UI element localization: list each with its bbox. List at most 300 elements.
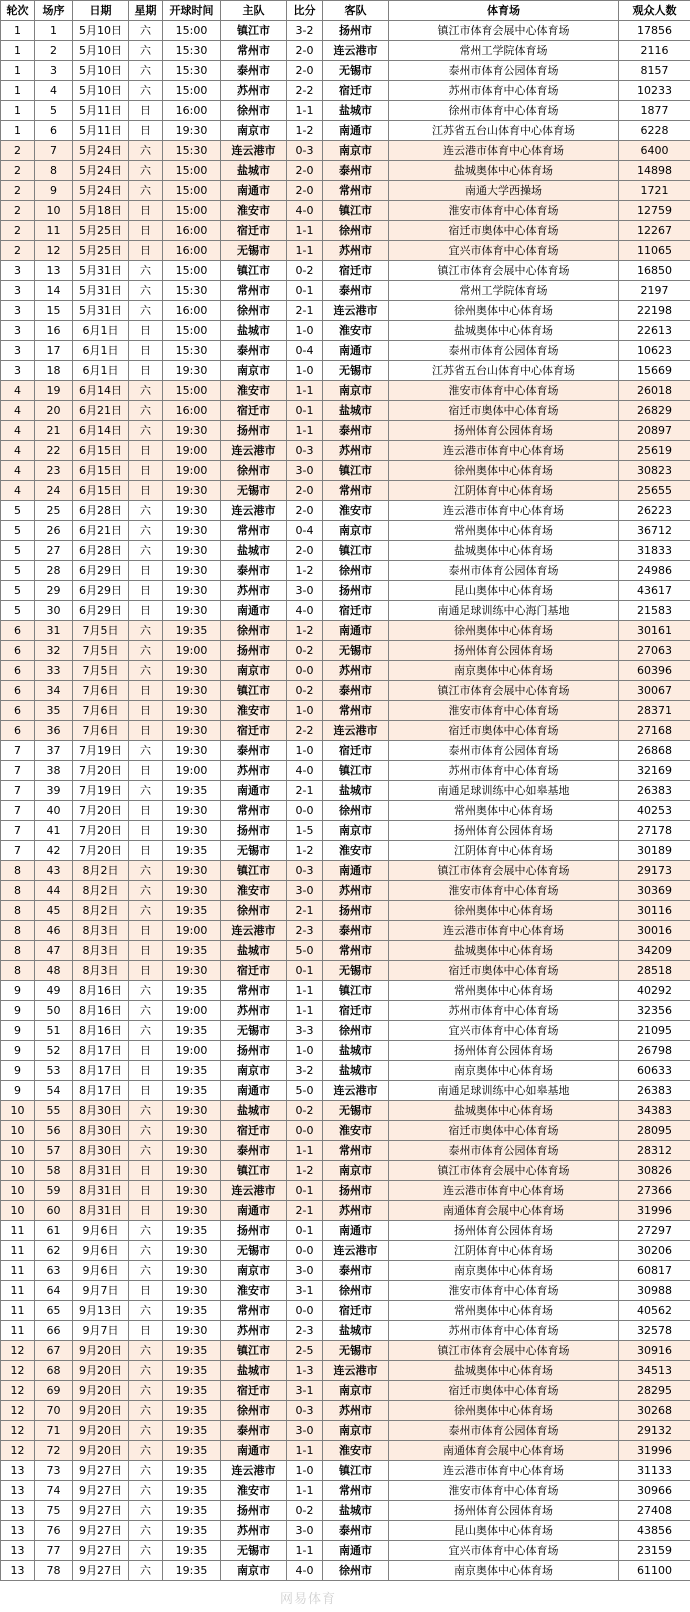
cell-away-team: 南京市	[323, 1161, 389, 1181]
cell-match-no: 74	[35, 1481, 73, 1501]
cell-kickoff-time: 19:30	[163, 741, 221, 761]
cell-weekday: 六	[129, 881, 163, 901]
cell-score: 1-1	[287, 221, 323, 241]
cell-score: 4-0	[287, 201, 323, 221]
cell-away-team: 无锡市	[323, 1101, 389, 1121]
cell-away-team: 苏州市	[323, 661, 389, 681]
cell-weekday: 日	[129, 841, 163, 861]
cell-match-no: 41	[35, 821, 73, 841]
cell-weekday: 六	[129, 1001, 163, 1021]
table-row	[1, 941, 690, 961]
cell-score: 1-2	[287, 561, 323, 581]
cell-date: 8月2日	[73, 861, 129, 881]
cell-round: 3	[1, 361, 35, 381]
cell-round: 3	[1, 281, 35, 301]
cell-round: 10	[1, 1181, 35, 1201]
cell-venue: 连云港市体育中心体育场	[389, 441, 619, 461]
cell-match-no: 61	[35, 1221, 73, 1241]
cell-kickoff-time: 19:30	[163, 1121, 221, 1141]
cell-date: 7月6日	[73, 681, 129, 701]
table-row	[1, 281, 690, 301]
cell-round: 1	[1, 101, 35, 121]
cell-away-team: 徐州市	[323, 561, 389, 581]
cell-kickoff-time: 19:35	[163, 621, 221, 641]
cell-home-team: 南通市	[221, 181, 287, 201]
cell-round: 6	[1, 681, 35, 701]
cell-kickoff-time: 19:35	[163, 1221, 221, 1241]
cell-date: 7月20日	[73, 841, 129, 861]
cell-score: 0-3	[287, 141, 323, 161]
cell-venue: 连云港市体育中心体育场	[389, 501, 619, 521]
cell-venue: 淮安市体育中心体育场	[389, 381, 619, 401]
cell-attendance: 2197	[619, 281, 690, 301]
cell-weekday: 六	[129, 541, 163, 561]
cell-attendance: 61100	[619, 1561, 690, 1581]
table-row	[1, 1301, 690, 1321]
cell-weekday: 六	[129, 1221, 163, 1241]
cell-attendance: 34383	[619, 1101, 690, 1121]
cell-weekday: 六	[129, 1561, 163, 1581]
cell-round: 12	[1, 1361, 35, 1381]
cell-venue: 常州工学院体育场	[389, 41, 619, 61]
table-body	[1, 21, 690, 1581]
cell-date: 5月24日	[73, 181, 129, 201]
cell-date: 8月31日	[73, 1201, 129, 1221]
cell-attendance: 34209	[619, 941, 690, 961]
cell-venue: 苏州市体育中心体育场	[389, 81, 619, 101]
cell-weekday: 六	[129, 981, 163, 1001]
cell-score: 2-0	[287, 161, 323, 181]
cell-date: 7月6日	[73, 701, 129, 721]
cell-attendance: 40253	[619, 801, 690, 821]
cell-venue: 宜兴市体育中心体育场	[389, 1021, 619, 1041]
cell-round: 2	[1, 221, 35, 241]
cell-attendance: 12759	[619, 201, 690, 221]
cell-away-team: 扬州市	[323, 901, 389, 921]
cell-away-team: 徐州市	[323, 1561, 389, 1581]
cell-round: 12	[1, 1381, 35, 1401]
cell-weekday: 日	[129, 801, 163, 821]
cell-home-team: 常州市	[221, 521, 287, 541]
cell-date: 7月19日	[73, 781, 129, 801]
cell-attendance: 40562	[619, 1301, 690, 1321]
cell-round: 7	[1, 761, 35, 781]
cell-match-no: 58	[35, 1161, 73, 1181]
table-row	[1, 1441, 690, 1461]
cell-round: 9	[1, 981, 35, 1001]
cell-venue: 泰州市体育公园体育场	[389, 741, 619, 761]
cell-weekday: 六	[129, 301, 163, 321]
cell-round: 4	[1, 421, 35, 441]
cell-date: 7月5日	[73, 661, 129, 681]
cell-match-no: 31	[35, 621, 73, 641]
cell-score: 0-1	[287, 281, 323, 301]
cell-match-no: 30	[35, 601, 73, 621]
table-row	[1, 381, 690, 401]
cell-away-team: 无锡市	[323, 641, 389, 661]
cell-away-team: 苏州市	[323, 881, 389, 901]
cell-match-no: 37	[35, 741, 73, 761]
table-row	[1, 421, 690, 441]
cell-home-team: 盐城市	[221, 1361, 287, 1381]
cell-date: 6月14日	[73, 381, 129, 401]
cell-kickoff-time: 19:35	[163, 1021, 221, 1041]
cell-kickoff-time: 15:30	[163, 141, 221, 161]
cell-away-team: 南通市	[323, 621, 389, 641]
cell-date: 5月11日	[73, 121, 129, 141]
cell-score: 3-0	[287, 881, 323, 901]
table-row	[1, 161, 690, 181]
table-row	[1, 781, 690, 801]
cell-score: 2-3	[287, 1321, 323, 1341]
table-row	[1, 961, 690, 981]
cell-round: 3	[1, 261, 35, 281]
cell-date: 9月27日	[73, 1541, 129, 1561]
cell-away-team: 淮安市	[323, 501, 389, 521]
cell-round: 9	[1, 1061, 35, 1081]
cell-date: 9月7日	[73, 1321, 129, 1341]
cell-round: 6	[1, 641, 35, 661]
cell-home-team: 宿迁市	[221, 721, 287, 741]
cell-round: 6	[1, 621, 35, 641]
cell-attendance: 30966	[619, 1481, 690, 1501]
cell-weekday: 日	[129, 561, 163, 581]
cell-home-team: 镇江市	[221, 261, 287, 281]
cell-round: 1	[1, 61, 35, 81]
cell-match-no: 20	[35, 401, 73, 421]
cell-venue: 徐州奥体中心体育场	[389, 621, 619, 641]
cell-score: 0-0	[287, 1121, 323, 1141]
cell-score: 0-4	[287, 341, 323, 361]
cell-score: 3-0	[287, 1421, 323, 1441]
table-row	[1, 401, 690, 421]
cell-home-team: 宿迁市	[221, 1381, 287, 1401]
cell-away-team: 泰州市	[323, 1521, 389, 1541]
cell-home-team: 镇江市	[221, 1341, 287, 1361]
cell-date: 8月31日	[73, 1181, 129, 1201]
cell-home-team: 连云港市	[221, 441, 287, 461]
cell-home-team: 苏州市	[221, 1001, 287, 1021]
cell-venue: 盐城奥体中心体育场	[389, 321, 619, 341]
cell-round: 12	[1, 1341, 35, 1361]
cell-weekday: 日	[129, 201, 163, 221]
table-row	[1, 201, 690, 221]
cell-venue: 宿迁市奥体中心体育场	[389, 1121, 619, 1141]
cell-score: 3-0	[287, 461, 323, 481]
cell-date: 9月20日	[73, 1381, 129, 1401]
cell-venue: 连云港市体育中心体育场	[389, 1461, 619, 1481]
cell-attendance: 43856	[619, 1521, 690, 1541]
cell-attendance: 36712	[619, 521, 690, 541]
cell-kickoff-time: 19:35	[163, 1421, 221, 1441]
cell-score: 3-1	[287, 1281, 323, 1301]
cell-round: 1	[1, 81, 35, 101]
cell-weekday: 六	[129, 501, 163, 521]
cell-home-team: 淮安市	[221, 1281, 287, 1301]
cell-score: 1-1	[287, 1441, 323, 1461]
cell-venue: 淮安市体育中心体育场	[389, 881, 619, 901]
cell-kickoff-time: 19:30	[163, 481, 221, 501]
cell-score: 1-1	[287, 1141, 323, 1161]
cell-away-team: 盐城市	[323, 781, 389, 801]
cell-venue: 连云港市体育中心体育场	[389, 921, 619, 941]
cell-date: 5月25日	[73, 241, 129, 261]
cell-home-team: 宿迁市	[221, 401, 287, 421]
cell-match-no: 19	[35, 381, 73, 401]
table-row	[1, 1501, 690, 1521]
cell-venue: 淮安市体育中心体育场	[389, 1281, 619, 1301]
table-row	[1, 1081, 690, 1101]
cell-attendance: 27366	[619, 1181, 690, 1201]
cell-away-team: 盐城市	[323, 1321, 389, 1341]
cell-attendance: 30268	[619, 1401, 690, 1421]
cell-match-no: 70	[35, 1401, 73, 1421]
cell-match-no: 62	[35, 1241, 73, 1261]
cell-venue: 镇江市体育会展中心体育场	[389, 1341, 619, 1361]
cell-match-no: 51	[35, 1021, 73, 1041]
cell-score: 0-1	[287, 1221, 323, 1241]
cell-score: 2-0	[287, 181, 323, 201]
cell-attendance: 31133	[619, 1461, 690, 1481]
cell-date: 9月7日	[73, 1281, 129, 1301]
cell-venue: 镇江市体育会展中心体育场	[389, 861, 619, 881]
cell-venue: 扬州体育公园体育场	[389, 821, 619, 841]
table-row	[1, 221, 690, 241]
cell-venue: 常州工学院体育场	[389, 281, 619, 301]
cell-venue: 淮安市体育中心体育场	[389, 701, 619, 721]
cell-venue: 南通足球训练中心海门基地	[389, 601, 619, 621]
cell-away-team: 无锡市	[323, 361, 389, 381]
cell-attendance: 28095	[619, 1121, 690, 1141]
cell-weekday: 六	[129, 661, 163, 681]
cell-date: 9月6日	[73, 1221, 129, 1241]
cell-weekday: 六	[129, 1381, 163, 1401]
cell-attendance: 30116	[619, 901, 690, 921]
cell-kickoff-time: 19:30	[163, 881, 221, 901]
cell-weekday: 日	[129, 1181, 163, 1201]
cell-score: 2-0	[287, 481, 323, 501]
table-row	[1, 481, 690, 501]
cell-round: 13	[1, 1521, 35, 1541]
cell-venue: 徐州奥体中心体育场	[389, 901, 619, 921]
cell-score: 0-0	[287, 661, 323, 681]
cell-score: 0-2	[287, 261, 323, 281]
cell-weekday: 日	[129, 961, 163, 981]
cell-attendance: 34513	[619, 1361, 690, 1381]
cell-match-no: 7	[35, 141, 73, 161]
cell-score: 0-4	[287, 521, 323, 541]
cell-attendance: 31996	[619, 1441, 690, 1461]
cell-home-team: 南通市	[221, 1441, 287, 1461]
cell-match-no: 66	[35, 1321, 73, 1341]
cell-date: 8月3日	[73, 961, 129, 981]
cell-kickoff-time: 15:00	[163, 261, 221, 281]
table-row	[1, 701, 690, 721]
cell-away-team: 南通市	[323, 121, 389, 141]
cell-away-team: 连云港市	[323, 721, 389, 741]
cell-venue: 盐城奥体中心体育场	[389, 1101, 619, 1121]
cell-round: 1	[1, 41, 35, 61]
cell-home-team: 常州市	[221, 41, 287, 61]
cell-venue: 常州奥体中心体育场	[389, 801, 619, 821]
cell-match-no: 46	[35, 921, 73, 941]
cell-home-team: 南京市	[221, 1061, 287, 1081]
cell-home-team: 无锡市	[221, 1541, 287, 1561]
cell-kickoff-time: 19:30	[163, 1241, 221, 1261]
cell-date: 6月28日	[73, 541, 129, 561]
cell-score: 0-2	[287, 1101, 323, 1121]
cell-venue: 南京奥体中心体育场	[389, 1061, 619, 1081]
cell-attendance: 28295	[619, 1381, 690, 1401]
cell-venue: 宿迁市奥体中心体育场	[389, 1381, 619, 1401]
cell-venue: 常州奥体中心体育场	[389, 1301, 619, 1321]
cell-away-team: 南京市	[323, 141, 389, 161]
cell-match-no: 75	[35, 1501, 73, 1521]
cell-attendance: 27168	[619, 721, 690, 741]
cell-home-team: 徐州市	[221, 901, 287, 921]
cell-match-no: 29	[35, 581, 73, 601]
cell-score: 0-0	[287, 801, 323, 821]
cell-weekday: 六	[129, 1521, 163, 1541]
table-row	[1, 921, 690, 941]
cell-home-team: 盐城市	[221, 541, 287, 561]
cell-venue: 徐州奥体中心体育场	[389, 301, 619, 321]
cell-round: 7	[1, 821, 35, 841]
cell-away-team: 苏州市	[323, 1401, 389, 1421]
cell-away-team: 泰州市	[323, 681, 389, 701]
cell-match-no: 39	[35, 781, 73, 801]
cell-venue: 镇江市体育会展中心体育场	[389, 21, 619, 41]
cell-attendance: 29173	[619, 861, 690, 881]
cell-round: 10	[1, 1121, 35, 1141]
cell-venue: 昆山奥体中心体育场	[389, 581, 619, 601]
cell-attendance: 30823	[619, 461, 690, 481]
table-row	[1, 1361, 690, 1381]
cell-date: 5月24日	[73, 161, 129, 181]
cell-round: 12	[1, 1401, 35, 1421]
cell-round: 8	[1, 961, 35, 981]
cell-match-no: 60	[35, 1201, 73, 1221]
cell-away-team: 无锡市	[323, 961, 389, 981]
column-header: 观众人数	[619, 1, 690, 21]
cell-kickoff-time: 19:30	[163, 1101, 221, 1121]
cell-home-team: 苏州市	[221, 761, 287, 781]
cell-venue: 镇江市体育会展中心体育场	[389, 1161, 619, 1181]
cell-round: 8	[1, 941, 35, 961]
cell-weekday: 六	[129, 1461, 163, 1481]
cell-kickoff-time: 19:35	[163, 1521, 221, 1541]
cell-score: 4-0	[287, 601, 323, 621]
cell-score: 2-1	[287, 901, 323, 921]
cell-venue: 南京奥体中心体育场	[389, 1561, 619, 1581]
column-header: 轮次	[1, 1, 35, 21]
cell-attendance: 27408	[619, 1501, 690, 1521]
cell-weekday: 日	[129, 321, 163, 341]
cell-attendance: 27297	[619, 1221, 690, 1241]
cell-venue: 淮安市体育中心体育场	[389, 201, 619, 221]
cell-round: 12	[1, 1421, 35, 1441]
table-row	[1, 1281, 690, 1301]
cell-attendance: 32169	[619, 761, 690, 781]
cell-date: 6月1日	[73, 361, 129, 381]
cell-round: 13	[1, 1501, 35, 1521]
cell-venue: 常州奥体中心体育场	[389, 981, 619, 1001]
cell-date: 8月3日	[73, 921, 129, 941]
cell-match-no: 23	[35, 461, 73, 481]
cell-home-team: 扬州市	[221, 1501, 287, 1521]
cell-date: 7月20日	[73, 801, 129, 821]
cell-away-team: 徐州市	[323, 221, 389, 241]
cell-weekday: 日	[129, 481, 163, 501]
table-row	[1, 581, 690, 601]
cell-score: 1-0	[287, 321, 323, 341]
cell-attendance: 26829	[619, 401, 690, 421]
cell-kickoff-time: 19:30	[163, 601, 221, 621]
cell-weekday: 六	[129, 901, 163, 921]
cell-round: 13	[1, 1561, 35, 1581]
cell-date: 8月16日	[73, 981, 129, 1001]
cell-venue: 盐城奥体中心体育场	[389, 941, 619, 961]
cell-kickoff-time: 19:35	[163, 1401, 221, 1421]
cell-home-team: 淮安市	[221, 1481, 287, 1501]
table-row	[1, 341, 690, 361]
cell-match-no: 63	[35, 1261, 73, 1281]
cell-away-team: 南京市	[323, 381, 389, 401]
cell-round: 10	[1, 1201, 35, 1221]
cell-date: 5月10日	[73, 61, 129, 81]
cell-kickoff-time: 19:00	[163, 441, 221, 461]
cell-round: 5	[1, 561, 35, 581]
cell-date: 6月15日	[73, 441, 129, 461]
cell-kickoff-time: 16:00	[163, 401, 221, 421]
cell-attendance: 17856	[619, 21, 690, 41]
cell-weekday: 六	[129, 381, 163, 401]
cell-weekday: 六	[129, 1261, 163, 1281]
cell-venue: 苏州市体育中心体育场	[389, 1321, 619, 1341]
cell-date: 6月1日	[73, 321, 129, 341]
cell-weekday: 六	[129, 161, 163, 181]
cell-round: 13	[1, 1541, 35, 1561]
table-row	[1, 1401, 690, 1421]
column-header: 场序	[35, 1, 73, 21]
cell-venue: 盐城奥体中心体育场	[389, 161, 619, 181]
cell-match-no: 59	[35, 1181, 73, 1201]
cell-match-no: 2	[35, 41, 73, 61]
cell-attendance: 21095	[619, 1021, 690, 1041]
table-row	[1, 1521, 690, 1541]
cell-date: 8月30日	[73, 1141, 129, 1161]
table-row	[1, 981, 690, 1001]
cell-away-team: 淮安市	[323, 1121, 389, 1141]
cell-score: 1-1	[287, 241, 323, 261]
cell-away-team: 盐城市	[323, 1501, 389, 1521]
cell-home-team: 南通市	[221, 1201, 287, 1221]
cell-weekday: 六	[129, 641, 163, 661]
cell-kickoff-time: 19:35	[163, 981, 221, 1001]
cell-kickoff-time: 16:00	[163, 241, 221, 261]
cell-weekday: 日	[129, 101, 163, 121]
cell-score: 5-0	[287, 941, 323, 961]
cell-venue: 徐州奥体中心体育场	[389, 1401, 619, 1421]
table-row	[1, 681, 690, 701]
cell-home-team: 常州市	[221, 981, 287, 1001]
column-header: 比分	[287, 1, 323, 21]
table-row	[1, 901, 690, 921]
cell-score: 1-0	[287, 1041, 323, 1061]
cell-weekday: 日	[129, 701, 163, 721]
cell-match-no: 52	[35, 1041, 73, 1061]
table-row	[1, 1061, 690, 1081]
